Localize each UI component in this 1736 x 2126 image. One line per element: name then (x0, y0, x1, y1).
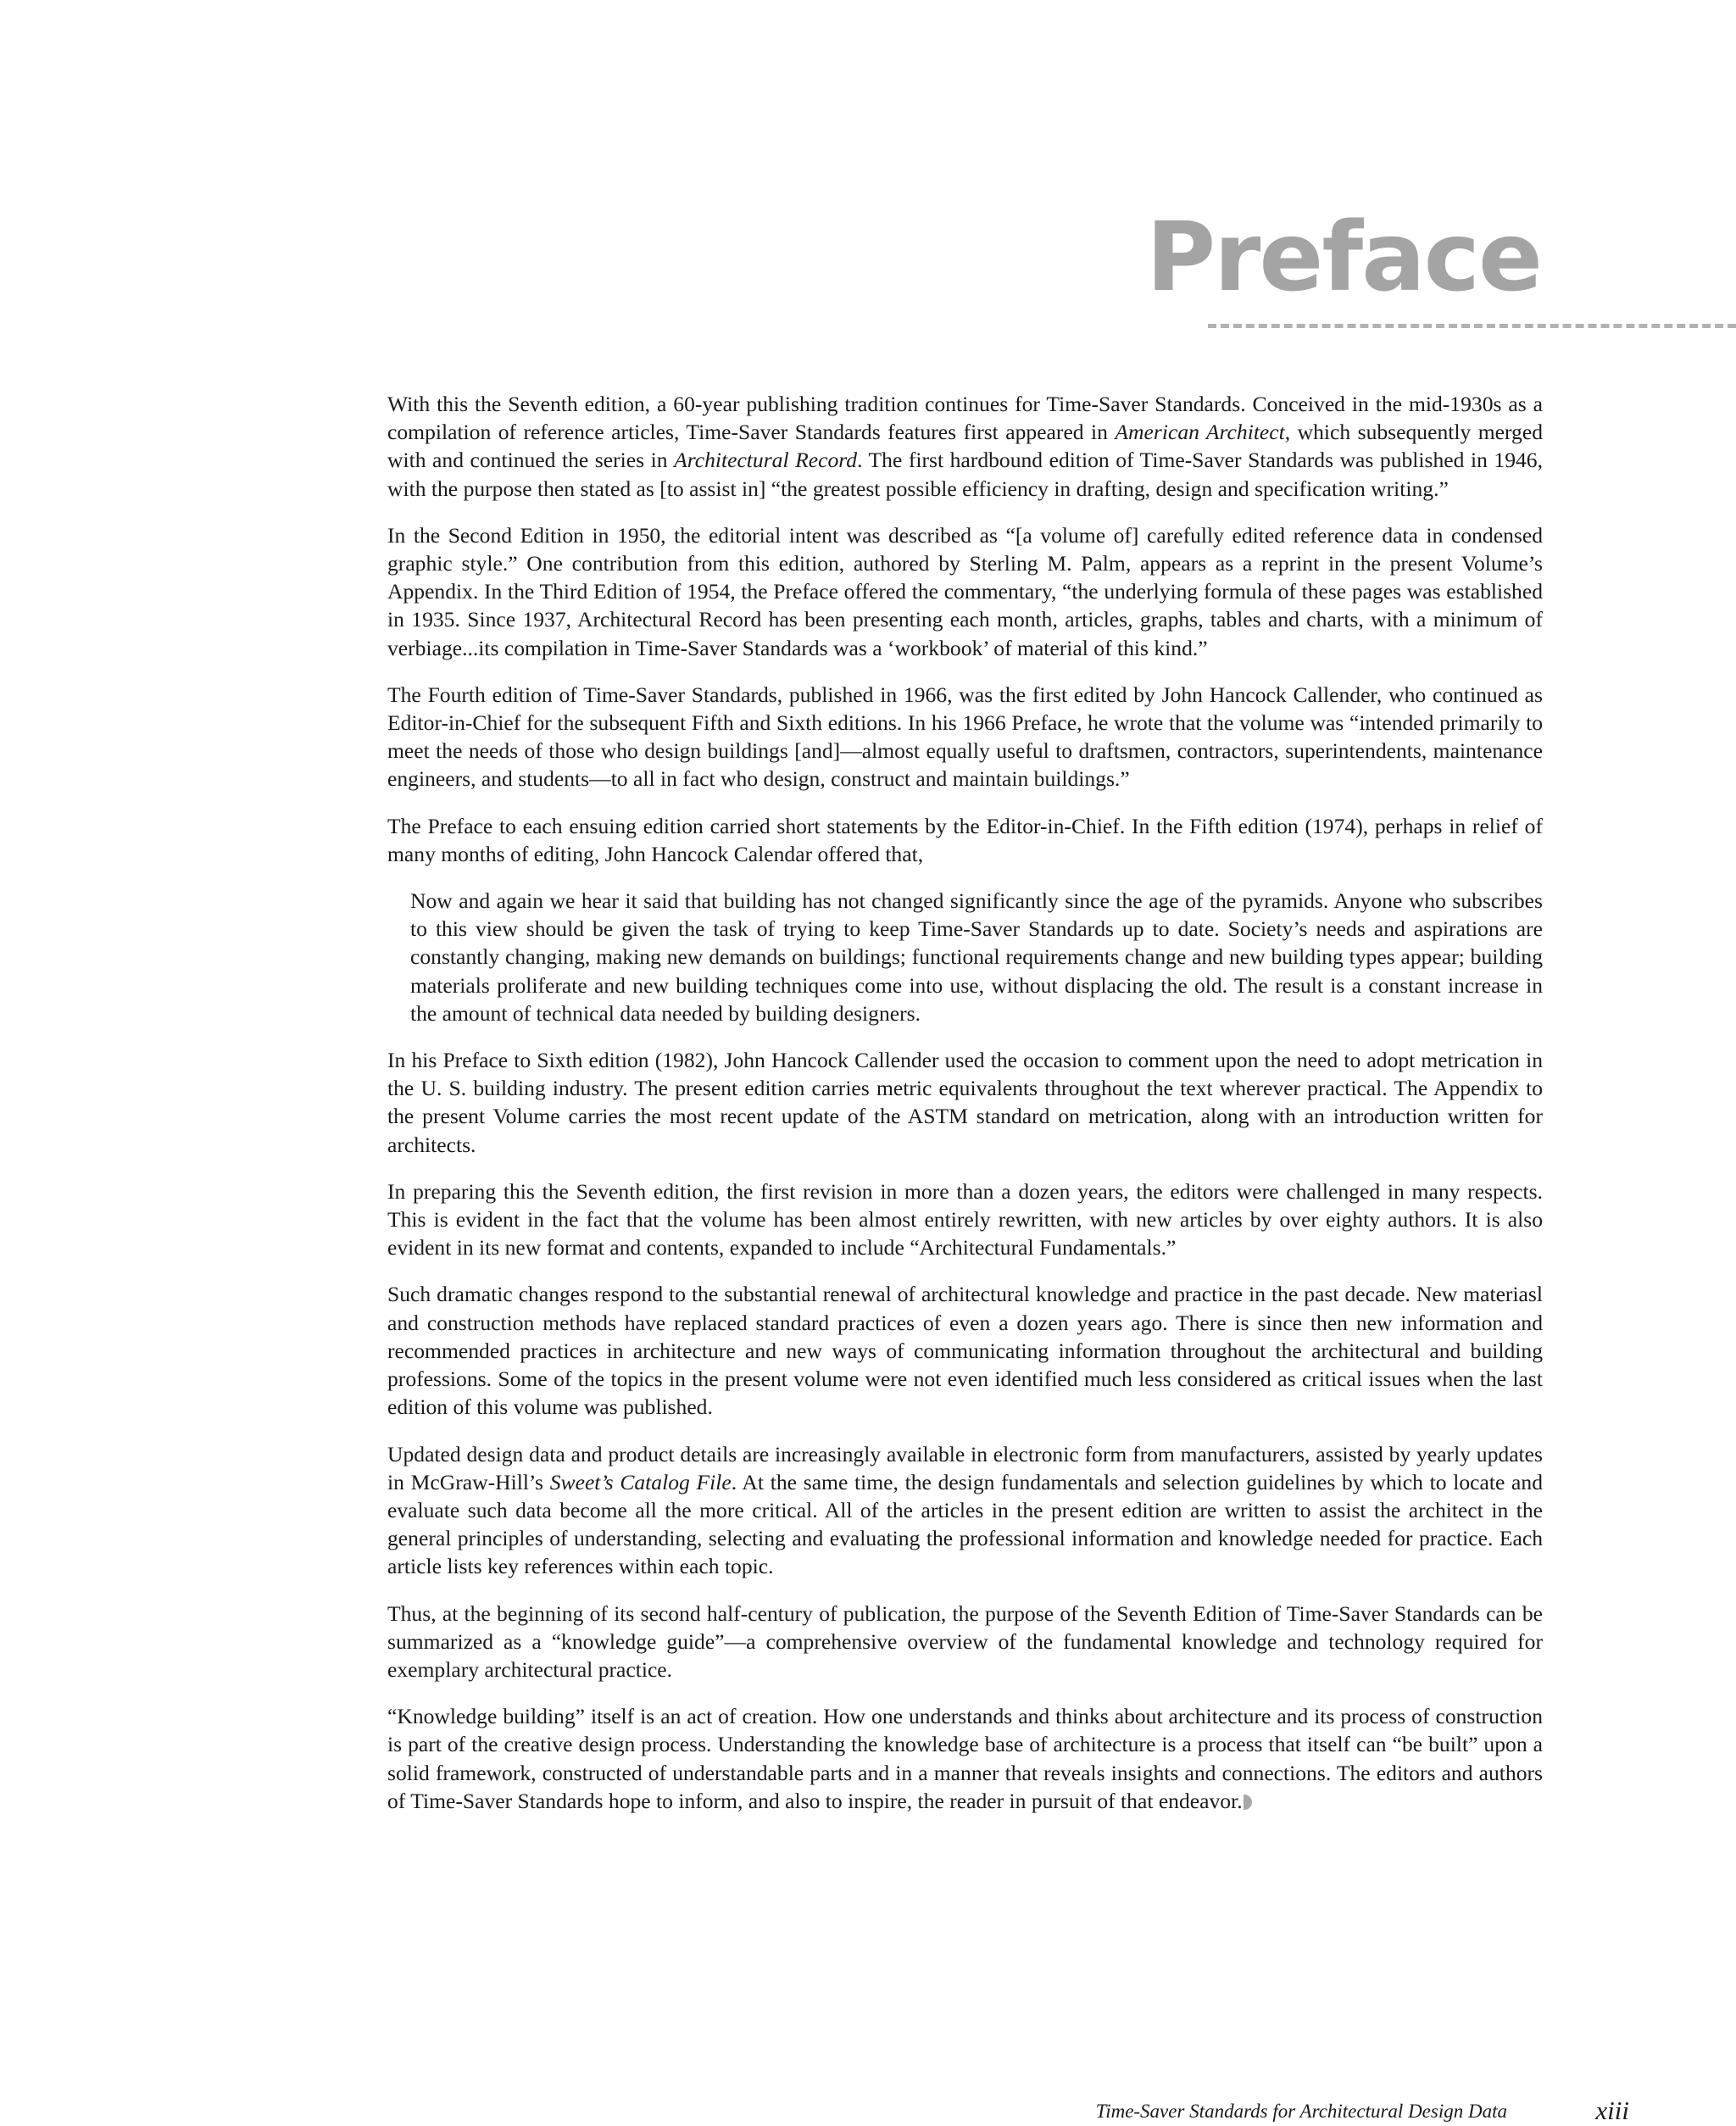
italic-title: Architectural Record (674, 448, 858, 473)
text-run: Such dramatic changes respond to the substantial renewal of architectural knowledge and practice in the past decade. New materiasl and construction methods have replaced standard practices of even a dozen years ago. There is since then new information and recommended practices in architecture and new ways of communicating information throughout the architectural and building professions. Some of the topics in the present volume were not even identified much less considered as critical issues when the last edition of this volume was published. (387, 1282, 1543, 1420)
text-run: In the Second Edition in 1950, the editorial intent was described as “[a volume of] carefully edited reference data in condensed graphic style.” One contribution from this edition, authored by Sterling M. Palm, appears as a reprint in the present Volume’s Appendix. In the Third Edition of 1954, the Preface offered the commentary, “the underlying formula of these pages was established in 1935. Since 1937, Architectural Record has been presenting each month, articles, graphs, tables and charts, with a minimum of verbiage...its compilation in Time-Saver Standards was a ‘workbook’ of material of this kind.” (387, 522, 1543, 660)
paragraph (387, 812, 1543, 868)
end-of-article-mark (1244, 1795, 1252, 1810)
paragraph (387, 1440, 1543, 1581)
text-run: Updated design data and product details are increasingly available in electronic form from manufacturers, assisted by yearly updates in McGraw-Hill’s (387, 1441, 1543, 1494)
title-dashed-rule (1208, 324, 1736, 328)
body-text (387, 390, 1543, 1834)
text-run: In his Preface to Sixth edition (1982), John Hancock Callender used the occasion to comment upon the need to adopt metrication in the U. S. building industry. The present edition carries metric equivalents throughout the text wherever practical. The Appendix to the present Volume carries the most recent update of the ASTM standard on metrication, along with an introduction written for architects. (387, 1048, 1543, 1157)
text-run: The Fourth edition of Time-Saver Standards, published in 1966, was the first edited by John Hancock Callender, who continued as Editor-in-Chief for the subsequent Fifth and Sixth editions. In his 1966 Preface, he wrote that the volume was “intended primarily to meet the needs of those who design buildings [and]—almost equally useful to draftsmen, contractors, superintendents, maintenance engineers, and students—to all in fact who design, construct and maintain buildings.” (387, 682, 1543, 792)
page-title: Preface (1146, 203, 1541, 313)
paragraph (387, 390, 1543, 503)
italic-title: American Architect (1115, 420, 1285, 445)
text-run: In preparing this the Seventh edition, the first revision in more than a dozen years, the editors were challenged in many respects. This is evident in the fact that the volume has been almost entirely rewritten, with new articles by over eighty authors. It is also evident in its new format and contents, expanded to include “Architectural Fundamentals.” (387, 1178, 1543, 1261)
paragraph (387, 1280, 1543, 1421)
block-quote (410, 887, 1543, 1027)
italic-title: Sweet’s Catalog File (549, 1469, 732, 1494)
text-run: “Knowledge building” itself is an act of creation. How one understands and thinks about architecture and its process of construction is part of the creative design process. Understanding the knowledge base of architecture is a process that itself can “be built” upon a solid framework, constructed of understandable parts and in a manner that reveals insights and connections. The editors and authors of Time-Saver Standards hope to inform, and also to inspire, the reader in pursuit of that endeavor. (387, 1704, 1543, 1813)
paragraph (387, 1702, 1543, 1815)
paragraph (387, 1600, 1543, 1684)
text-run: Now and again we hear it said that building has not changed significantly since the age of the pyramids. Anyone who subscribes to this view should be given the task of trying to keep Time-Saver Standards up to date. Society’s needs and aspirations are constantly changing, making new demands on buildings; functional requirements change and new building types appear; building materials proliferate and new building techniques come into use, without displacing the old. The result is a constant increase in the amount of technical data needed by building designers. (410, 888, 1543, 1026)
page-number: xiii (1595, 2095, 1629, 2125)
paragraph (387, 521, 1543, 662)
text-run: . The first hardbound edition of Time-Saver Standards was published in 1946, with the purpose then stated as [to assist in] “the greatest possible efficiency in drafting, design and specification writing.” (387, 448, 1544, 501)
running-footer: Time-Saver Standards for Architectural Design Data (1095, 2101, 1507, 2122)
paragraph (387, 1177, 1543, 1262)
text-run: Thus, at the beginning of its second half-century of publication, the purpose of the Seventh Edition of Time-Saver Standards can be summarized as a “knowledge guide”—a comprehensive overview of the fundamental knowledge and technology required for exemplary architectural practice. (387, 1600, 1543, 1682)
paragraph (387, 1046, 1543, 1159)
paragraph (387, 681, 1543, 793)
text-run: , which subsequently merged with and continued the series in (387, 420, 1543, 473)
text-run: With this the Seventh edition, a 60-year publishing tradition continues for Time-Saver Standards. Conceived in the mid-1930s as a compilation of reference articles, Time-Saver Standards features first appeared in (387, 392, 1543, 445)
text-run: The Preface to each ensuing edition carried short statements by the Editor-in-Chief. In the Fifth edition (1974), perhaps in relief of many months of editing, John Hancock Calendar offered that, (387, 813, 1543, 866)
text-run: . At the same time, the design fundamentals and selection guidelines by which to locate and evaluate such data become all the more critical. All of the articles in the present edition are written to assist the architect in the general principles of understanding, selecting and evaluating the professional information and knowledge needed for practice. Each article lists key references within each topic. (387, 1469, 1543, 1579)
